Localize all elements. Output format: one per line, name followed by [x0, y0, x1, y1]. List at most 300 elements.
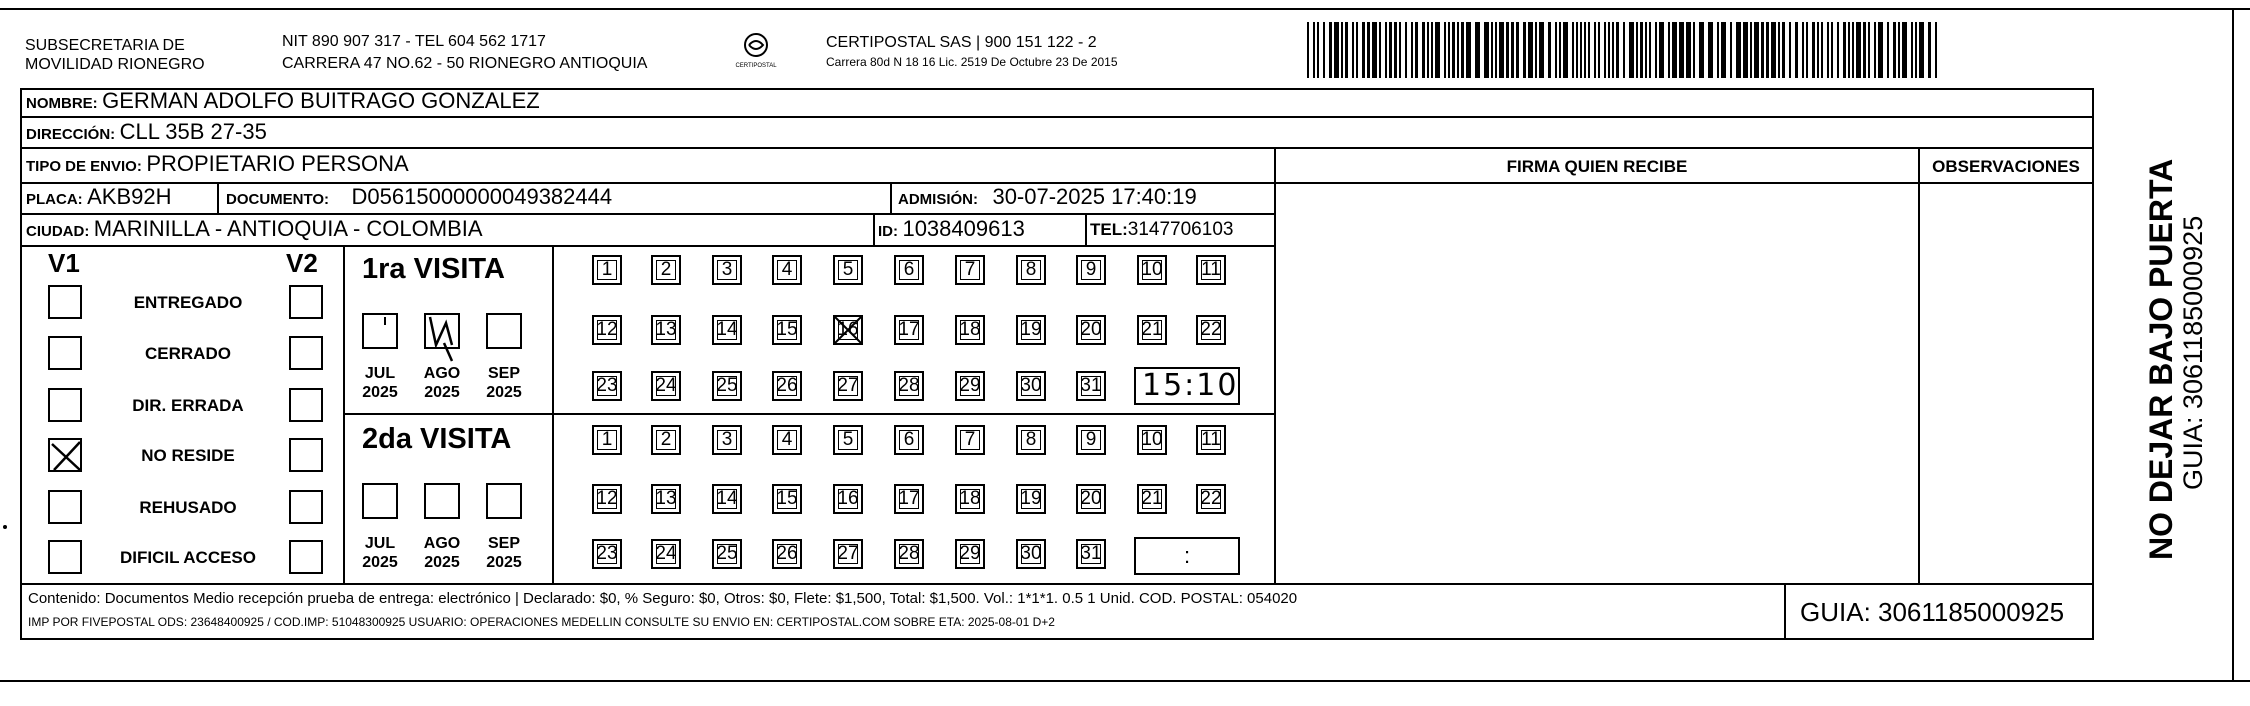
status-label: NO RESIDE [141, 446, 235, 465]
day-box[interactable] [651, 315, 681, 345]
direccion-row [26, 119, 267, 145]
documento-value: D05615000000049382444 [351, 184, 613, 209]
day-box[interactable] [955, 539, 985, 569]
barcode-bar [1362, 22, 1365, 78]
day-box[interactable] [712, 425, 742, 455]
documento-label: DOCUMENTO: [226, 191, 330, 208]
barcode-bar [1394, 22, 1397, 78]
day-box[interactable] [894, 315, 924, 345]
first-visit-title: 1ra VISITA [362, 253, 505, 285]
barcode-bar [1623, 22, 1625, 78]
barcode-bar [1516, 22, 1519, 78]
guia-footer: GUIA: 3061185000925 [1800, 597, 2065, 627]
month-year: 2025 [362, 384, 398, 401]
nit-line: NIT 890 907 317 - TEL 604 562 1717 [282, 33, 546, 50]
day-box[interactable] [955, 371, 985, 401]
day-box[interactable] [712, 255, 742, 285]
col-line-placa [217, 182, 219, 213]
side-warning: NO DEJAR BAJO PUERTA [2143, 158, 2179, 560]
barcode-bar [1435, 22, 1440, 78]
day-number: 1 [601, 429, 613, 450]
day-number: 30 [1020, 543, 1042, 564]
barcode-bar [1352, 22, 1354, 78]
documento-cell [226, 184, 612, 210]
month-year: 2025 [424, 384, 460, 401]
ciudad-row [26, 216, 483, 242]
logo-text: CERTIPOSTAL [735, 63, 777, 69]
col-line-tel [1085, 213, 1087, 245]
day-box[interactable] [833, 484, 863, 514]
day-box[interactable] [1076, 484, 1106, 514]
contenido-line: Contenido: Documentos Medio recepción prueba de entrega: electrónico | Declarado: $0, % Seguro: $0, Otros: $0, Flete: $1,500, Total: $1,500. Vol.: 1*1*1. 0.5 1 Unid. COD. POSTAL: 054020 [28, 590, 1298, 607]
address-line: CARRERA 47 NO.62 - 50 RIONEGRO ANTIOQUIA [282, 55, 648, 72]
barcode-bar [1608, 22, 1610, 78]
day-number: 25 [716, 375, 738, 396]
day-box[interactable] [1196, 484, 1226, 514]
direccion-value: CLL 35B 27-35 [119, 119, 267, 144]
day-box[interactable] [1137, 255, 1167, 285]
day-number: 24 [655, 375, 677, 396]
month-year: 2025 [424, 554, 460, 571]
barcode-bar [1431, 22, 1433, 78]
month-year: 2025 [362, 554, 398, 571]
barcode-bar [1868, 22, 1870, 78]
day-number: 27 [837, 543, 859, 564]
status-label: REHUSADO [139, 498, 237, 517]
time-box-first[interactable] [1134, 367, 1240, 405]
day-number: 8 [1025, 429, 1037, 450]
barcode-bar [1686, 22, 1691, 78]
barcode-bar [1821, 22, 1823, 78]
barcode-bar [1313, 22, 1315, 78]
month-checkbox[interactable] [486, 313, 522, 349]
day-number: 17 [898, 488, 920, 509]
barcode-bar [1341, 22, 1343, 78]
barcode-bar [1475, 22, 1480, 78]
col-line-admision [890, 182, 892, 213]
barcode-bar [1356, 22, 1358, 78]
day-box[interactable] [651, 371, 681, 401]
day-box[interactable] [1196, 315, 1226, 345]
day-number: 20 [1080, 488, 1102, 509]
barcode-bar [1915, 22, 1917, 78]
month-name: JUL [364, 365, 396, 382]
barcode-bar [1743, 22, 1748, 78]
col-line-id [873, 213, 875, 245]
month-label [417, 364, 467, 402]
tel-label: TEL: [1090, 220, 1128, 239]
barcode-bar [1679, 22, 1684, 78]
barcode-bar [1572, 22, 1574, 78]
barcode-bar [1367, 22, 1370, 78]
status-label: CERRADO [145, 344, 231, 363]
day-box[interactable] [894, 484, 924, 514]
day-number: 2 [660, 429, 672, 450]
month-checkbox[interactable] [486, 483, 522, 519]
barcode-bar [1898, 22, 1900, 78]
id-value: 1038409613 [902, 216, 1025, 241]
barcode-bar [1911, 22, 1913, 78]
day-number: 23 [596, 543, 618, 564]
day-number: 23 [596, 375, 618, 396]
barcode-bar [1935, 22, 1937, 78]
barcode-bar [1528, 22, 1533, 78]
day-number: 25 [716, 543, 738, 564]
day-box[interactable] [833, 315, 863, 345]
day-box[interactable] [772, 315, 802, 345]
day-number: 13 [655, 319, 677, 340]
v2-checkbox[interactable] [289, 336, 323, 370]
day-number: 15 [776, 488, 798, 509]
day-number: 20 [1080, 319, 1102, 340]
day-box[interactable] [833, 371, 863, 401]
day-box[interactable] [1196, 255, 1226, 285]
day-number: 7 [964, 429, 976, 450]
barcode-bar [1484, 22, 1489, 78]
barcode-bar [1843, 22, 1846, 78]
v2-checkbox[interactable] [289, 285, 323, 319]
month-name: AGO [423, 365, 461, 382]
barcode-bar [1645, 22, 1647, 78]
barcode-bar [1385, 22, 1387, 78]
barcode-bar [1499, 22, 1504, 78]
status-label: DIR. ERRADA [132, 396, 244, 415]
month-label [479, 534, 529, 572]
day-box[interactable] [592, 425, 622, 455]
day-number: 12 [596, 488, 618, 509]
page-border-right [2232, 8, 2234, 680]
v1-checkbox[interactable] [48, 285, 82, 319]
day-box[interactable] [712, 539, 742, 569]
barcode-bar [1539, 22, 1544, 78]
carrier-sub: Carrera 80d N 18 16 Lic. 2519 De Octubre 23 De 2015 [826, 55, 1118, 69]
barcode-bar [1452, 22, 1455, 78]
v1-checkbox[interactable] [48, 540, 82, 574]
month-year: 2025 [486, 554, 522, 571]
barcode-bar [1699, 22, 1704, 78]
barcode-bar [1405, 22, 1407, 78]
placa-value: AKB92H [87, 184, 172, 209]
barcode-bar [1415, 22, 1418, 78]
barcode-bar [1827, 22, 1829, 78]
row-line [20, 245, 1275, 247]
day-number: 28 [898, 375, 920, 396]
day-box[interactable] [592, 255, 622, 285]
id-cell [878, 216, 1025, 242]
day-number: 8 [1025, 259, 1037, 280]
second-visit-title: 2da VISITA [362, 423, 512, 455]
day-number: 2 [660, 259, 672, 280]
day-box[interactable] [712, 371, 742, 401]
day-box[interactable] [1076, 255, 1106, 285]
day-number: 5 [842, 429, 854, 450]
day-number: 26 [776, 543, 798, 564]
day-number: 15 [776, 319, 798, 340]
barcode-bar [1878, 22, 1883, 78]
v1-checkbox[interactable] [48, 438, 82, 472]
day-box[interactable] [592, 539, 622, 569]
col-line-guia [1784, 583, 1786, 640]
day-number: 9 [1085, 429, 1097, 450]
month-label [355, 364, 405, 402]
month-name: AGO [423, 535, 461, 552]
firma-header: FIRMA QUIEN RECIBE [1506, 157, 1688, 176]
day-number: 14 [716, 488, 738, 509]
month-label [417, 534, 467, 572]
day-number: 31 [1080, 543, 1102, 564]
day-box[interactable] [955, 315, 985, 345]
stray-mark [384, 317, 386, 325]
day-box[interactable] [833, 539, 863, 569]
day-number: 17 [898, 319, 920, 340]
admision-value: 30-07-2025 17:40:19 [992, 184, 1197, 209]
month-checkbox[interactable] [424, 483, 460, 519]
nombre-label: NOMBRE: [26, 95, 98, 112]
day-box[interactable] [592, 315, 622, 345]
barcode-bar [1317, 22, 1319, 78]
side-guia: GUIA: 3061185000925 [2178, 215, 2208, 490]
barcode-bar [1323, 22, 1325, 78]
day-box[interactable] [955, 425, 985, 455]
barcode-bar [1717, 22, 1719, 78]
day-box[interactable] [651, 484, 681, 514]
day-number: 11 [1201, 259, 1221, 280]
v2-checkbox[interactable] [289, 490, 323, 524]
barcode-bar [1598, 22, 1600, 78]
tipo-row [26, 151, 409, 177]
day-box[interactable] [772, 484, 802, 514]
time-box-second[interactable] [1134, 537, 1240, 575]
v1-checkbox[interactable] [48, 490, 82, 524]
barcode-bar [1307, 22, 1309, 78]
v1-checkbox[interactable] [48, 388, 82, 422]
day-box[interactable] [955, 484, 985, 514]
barcode-bar [1506, 22, 1509, 78]
day-number: 19 [1020, 319, 1042, 340]
day-box[interactable] [833, 255, 863, 285]
carrier-info [826, 33, 1118, 70]
barcode-bar [1427, 22, 1429, 78]
day-box[interactable] [1076, 371, 1106, 401]
page-border-bottom [0, 680, 2250, 682]
day-box[interactable] [1016, 539, 1046, 569]
v1-checkbox[interactable] [48, 336, 82, 370]
day-box[interactable] [1196, 425, 1226, 455]
barcode-bar [1806, 22, 1808, 78]
day-box[interactable] [1076, 425, 1106, 455]
day-number: 28 [898, 543, 920, 564]
barcode-bar [1730, 22, 1732, 78]
day-box[interactable] [651, 255, 681, 285]
barcode-bar [1902, 22, 1907, 78]
barcode-bar [1721, 22, 1726, 78]
cross-mark-icon [833, 315, 863, 345]
barcode-bar [1837, 22, 1839, 78]
day-box[interactable] [1076, 315, 1106, 345]
day-number: 19 [1020, 488, 1042, 509]
barcode-bar [1448, 22, 1450, 78]
day-box[interactable] [894, 371, 924, 401]
certipostal-logo [735, 32, 777, 76]
day-box[interactable] [1137, 484, 1167, 514]
barcode-bar [1444, 22, 1446, 78]
barcode-bar [1535, 22, 1537, 78]
month-year: 2025 [486, 384, 522, 401]
day-number: 3 [721, 259, 733, 280]
status-label: ENTREGADO [133, 293, 243, 312]
day-box[interactable] [651, 539, 681, 569]
tipo-label: TIPO DE ENVIO: [26, 158, 142, 175]
barcode-bar [1672, 22, 1677, 78]
admision-label: ADMISIÓN: [898, 191, 978, 208]
id-label: ID: [878, 223, 898, 240]
time-first-value: 15:10 [1142, 368, 1239, 403]
barcode-bar [1802, 22, 1804, 78]
day-box[interactable] [1016, 484, 1046, 514]
row-line [20, 116, 2094, 118]
day-number: 9 [1085, 259, 1097, 280]
check-mark-icon [50, 440, 84, 474]
day-box[interactable] [651, 425, 681, 455]
admision-cell [898, 184, 1197, 210]
month-checkbox[interactable] [362, 313, 398, 349]
barcode-bar [1466, 22, 1471, 78]
barcode-bar [1789, 22, 1791, 78]
day-box[interactable] [833, 425, 863, 455]
barcode-bar [1379, 22, 1381, 78]
agency-line-1: SUBSECRETARIA DE [25, 37, 185, 54]
day-box[interactable] [1016, 315, 1046, 345]
day-box[interactable] [592, 371, 622, 401]
v1-label: V1 [48, 248, 80, 278]
day-box[interactable] [772, 255, 802, 285]
barcode-bar [1584, 22, 1586, 78]
barcode-bar [1636, 22, 1638, 78]
day-box[interactable] [712, 315, 742, 345]
barcode-bar [1887, 22, 1889, 78]
barcode-bar [1928, 22, 1931, 78]
day-number: 5 [842, 259, 854, 280]
day-box[interactable] [1137, 315, 1167, 345]
v2-checkbox[interactable] [289, 438, 323, 472]
tel-value: 3147706103 [1127, 219, 1234, 240]
barcode-bar [1604, 22, 1606, 78]
barcode-bar [1668, 22, 1670, 78]
month-name: JUL [364, 535, 396, 552]
day-number: 31 [1080, 375, 1102, 396]
day-number: 26 [776, 375, 798, 396]
barcode-bar [1848, 22, 1850, 78]
placa-label: PLACA: [26, 191, 83, 208]
day-number: 10 [1141, 259, 1163, 280]
barcode-bar [1817, 22, 1819, 78]
day-box[interactable] [772, 539, 802, 569]
day-number: 6 [903, 259, 915, 280]
barcode-bar [1778, 22, 1780, 78]
day-box[interactable] [894, 425, 924, 455]
barcode-bar [1495, 22, 1497, 78]
barcode-bar [1334, 22, 1339, 78]
day-box[interactable] [894, 539, 924, 569]
month-label [355, 534, 405, 572]
day-number: 10 [1141, 429, 1163, 450]
day-box[interactable] [772, 425, 802, 455]
day-box[interactable] [592, 484, 622, 514]
barcode-bar [1576, 22, 1578, 78]
imp-line: IMP POR FIVEPOSTAL ODS: 23648400925 / COD.IMP: 51048300925 USUARIO: OPERACIONES MEDELLIN CONSULTE SU ENVIO EN: CERTIPOSTAL.COM SOBRE ETA: 2025-08-01 D+2 [28, 615, 1055, 629]
day-number: 18 [959, 488, 981, 509]
day-number: 1 [601, 259, 613, 280]
barcode-bar [1856, 22, 1861, 78]
col-line-obs [1918, 149, 1920, 583]
barcode-bar [1863, 22, 1866, 78]
day-number: 3 [721, 429, 733, 450]
barcode-bar [1329, 22, 1332, 78]
barcode-bar [1491, 22, 1493, 78]
barcode-bar [1563, 22, 1568, 78]
day-box[interactable] [772, 371, 802, 401]
v2-checkbox[interactable] [289, 540, 323, 574]
barcode-bar [1655, 22, 1657, 78]
barcode [1307, 22, 1943, 78]
barcode-bar [1831, 22, 1833, 78]
barcode-bar [1893, 22, 1896, 78]
day-box[interactable] [894, 255, 924, 285]
row-line [20, 583, 2094, 585]
day-number: 21 [1141, 488, 1163, 509]
month-name: SEP [487, 535, 520, 552]
day-number: 22 [1200, 488, 1222, 509]
day-number: 6 [903, 429, 915, 450]
month-name: SEP [487, 365, 520, 382]
day-box[interactable] [1016, 425, 1046, 455]
barcode-bar [1422, 22, 1425, 78]
day-number: 29 [959, 375, 981, 396]
day-box[interactable] [1137, 425, 1167, 455]
month-checkbox[interactable] [424, 313, 460, 349]
barcode-bar [1782, 22, 1785, 78]
day-box[interactable] [1016, 371, 1046, 401]
day-number: 21 [1141, 319, 1163, 340]
carrier-line: CERTIPOSTAL SAS | 900 151 122 - 2 [826, 34, 1097, 51]
day-box[interactable] [1076, 539, 1106, 569]
day-box[interactable] [712, 484, 742, 514]
day-number: 24 [655, 543, 677, 564]
tel-cell [1090, 219, 1233, 241]
ciudad-label: CIUDAD: [26, 223, 90, 240]
day-number: 14 [716, 319, 738, 340]
day-number: 16 [837, 488, 859, 509]
day-number: 29 [959, 543, 981, 564]
barcode-bar [1659, 22, 1664, 78]
day-number: 16 [837, 319, 859, 340]
day-box[interactable] [1016, 255, 1046, 285]
v2-checkbox[interactable] [289, 388, 323, 422]
barcode-bar [1594, 22, 1596, 78]
nombre-value: GERMAN ADOLFO BUITRAGO GONZALEZ [102, 88, 540, 113]
barcode-bar [1761, 22, 1764, 78]
barcode-bar [1580, 22, 1582, 78]
day-number: 22 [1200, 319, 1222, 340]
day-box[interactable] [955, 255, 985, 285]
day-number: 18 [959, 319, 981, 340]
month-checkbox[interactable] [362, 483, 398, 519]
barcode-bar [1750, 22, 1752, 78]
nombre-row [26, 88, 540, 114]
barcode-bar [1345, 22, 1348, 78]
day-number: 13 [655, 488, 677, 509]
day-number: 7 [964, 259, 976, 280]
